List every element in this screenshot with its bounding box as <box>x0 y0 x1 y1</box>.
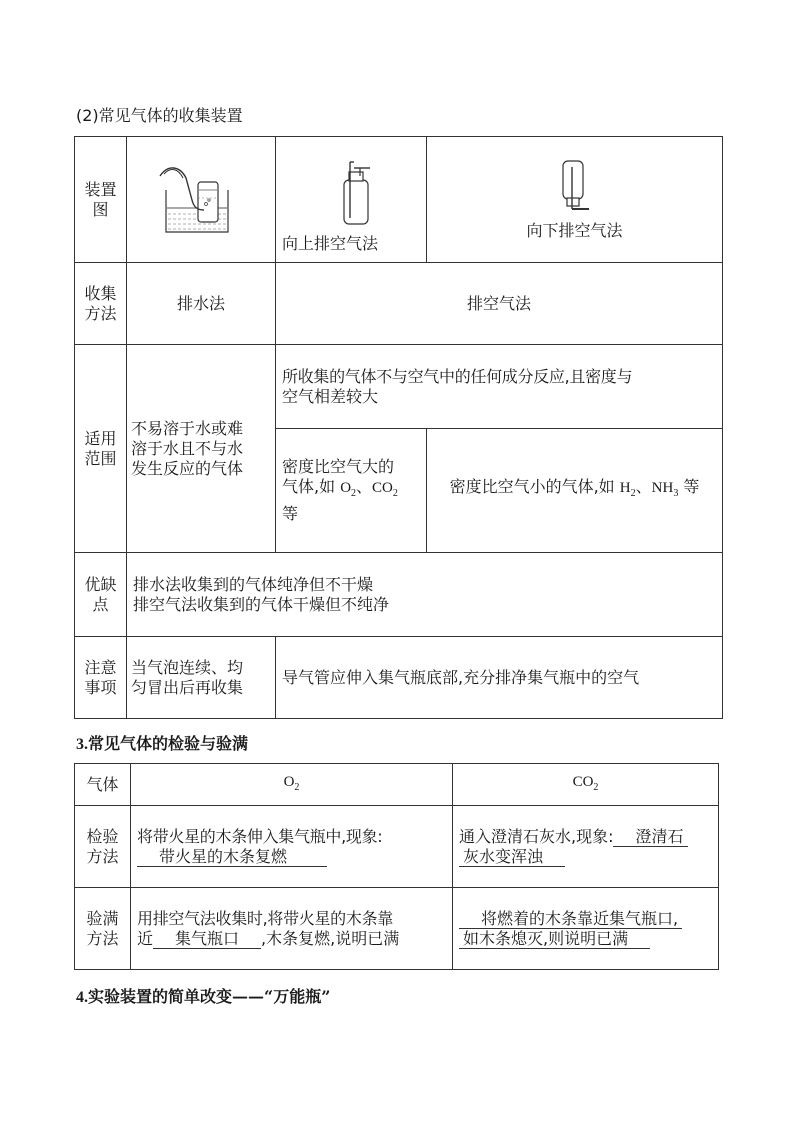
scope-label: 适用 范围 <box>75 345 127 553</box>
method-label: 收集 方法 <box>75 263 127 345</box>
test-label: 检验 方法 <box>75 806 131 888</box>
table-row <box>75 345 723 429</box>
co2-full-answer-1: 将燃着的木条靠近集气瓶口, <box>459 909 682 929</box>
o2-full: 用排空气法收集时,将带火星的木条靠 近 集气瓶口 ,木条复燃,说明已满 <box>131 888 453 970</box>
upward-scope: 密度比空气大的 气体,如 $O_2$、$CO_2$ 等 <box>276 429 427 553</box>
co2-full <box>453 888 719 970</box>
pros-text: 排水法收集到的气体纯净但不干燥 排空气法收集到的气体干燥但不纯净 <box>127 553 723 637</box>
air-note: 导气管应伸入集气瓶底部,充分排净集气瓶中的空气 <box>276 637 723 719</box>
collection-table <box>74 136 723 719</box>
air-method: 排空气法 <box>276 263 723 345</box>
co2-test-answer-1: 澄清石 <box>613 827 687 847</box>
o2-test: 将带火星的木条伸入集气瓶中,现象: 带火星的木条复燃 <box>131 806 453 888</box>
upward-air-bottle-icon <box>338 158 378 228</box>
pros-label: 优缺 点 <box>75 553 127 637</box>
table-row <box>75 553 723 637</box>
notes-label: 注意 事项 <box>75 637 127 719</box>
downward-air-cell <box>427 137 723 263</box>
table-row <box>75 637 723 719</box>
co2-header: $CO_2$ <box>453 764 719 806</box>
section4-title: 4.实验装置的简单改变——“万能瓶” <box>76 987 331 1006</box>
table-row <box>75 806 719 888</box>
water-method: 排水法 <box>127 263 276 345</box>
test-table <box>74 763 719 970</box>
downward-air-bottle-icon <box>557 159 593 217</box>
full-label: 验满 方法 <box>75 888 131 970</box>
water-apparatus-cell <box>127 137 276 263</box>
co2-test: 通入澄清石灰水,现象: 澄清石 灰水变浑浊 <box>453 806 719 888</box>
table-row <box>75 764 719 806</box>
gas-label: 气体 <box>75 764 131 806</box>
air-scope: 所收集的气体不与空气中的任何成分反应,且密度与 空气相差较大 <box>276 345 723 429</box>
upward-air-label: 向上排空气法 <box>282 234 379 253</box>
o2-header: $O_2$ <box>131 764 453 806</box>
table-row <box>75 263 723 345</box>
downward-scope: 密度比空气小的气体,如 $H_2$、$NH_3$ 等 <box>427 429 723 553</box>
o2-full-answer: 集气瓶口 <box>153 929 261 949</box>
upward-air-cell <box>276 137 427 263</box>
water-displacement-apparatus-icon <box>156 160 246 240</box>
water-scope: 不易溶于水或难 溶于水且不与水 发生反应的气体 <box>127 345 276 553</box>
table-row <box>75 137 723 263</box>
section2-title: (2)常见气体的收集装置 <box>76 106 243 125</box>
water-note: 当气泡连续、均 匀冒出后再收集 <box>127 637 276 719</box>
device-label: 装置 图 <box>75 137 127 263</box>
table-row <box>75 888 719 970</box>
co2-test-answer-2: 灰水变浑浊 <box>459 847 565 867</box>
co2-full-answer-2: 如木条熄灭,则说明已满 <box>459 929 650 949</box>
o2-test-answer: 带火星的木条复燃 <box>137 847 327 867</box>
downward-air-label: 向下排空气法 <box>526 220 623 240</box>
section3-title: 3.常见气体的检验与验满 <box>76 734 249 753</box>
